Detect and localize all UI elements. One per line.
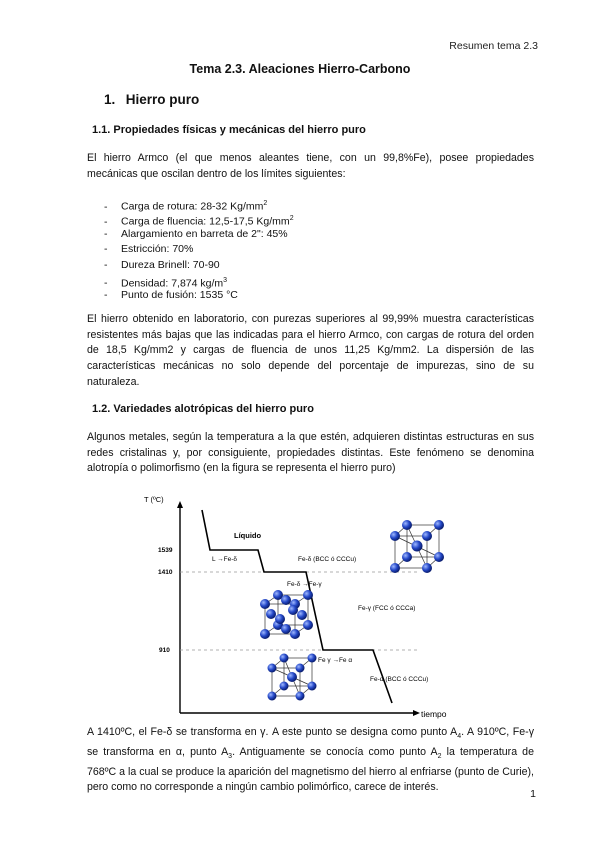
y-axis-arrow-icon <box>177 501 183 508</box>
section-number: 1. <box>104 92 116 107</box>
paragraph-laboratory-iron: El hierro obtenido en laboratorio, con purezas superiores al 99,99% muestra características resistentes más bajas que las indicadas para el hierro Armco, con cargas de rotura del orden de 18,5 Kg/mm2 y cargas de fluencia de unos 11,25 Kg/mm2. La dispersión de las características mecánicas no solo depende del porcentaje de impurezas, sino de su naturaleza. <box>87 313 534 388</box>
section-title: Hierro puro <box>125 92 200 107</box>
label-fe-gamma-to-alpha: Fe γ →Fe α <box>318 657 353 664</box>
page-title: Tema 2.3. Aleaciones Hierro-Carbono <box>189 62 411 76</box>
paragraph-allotropy: Algunos metales, según la temperatura a la que estén, adquieren distintas estructuras en sus redes cristalinas y, por consiguiente, propiedades distintas. Este fenómeno se denomina alotropía o polimorfismo (en la figura se representa el hierro puro) <box>87 431 534 475</box>
list-item: - Estricción: 70% <box>104 243 194 256</box>
list-item: - Densidad: 7,874 $kg/m^3$ <box>104 276 228 290</box>
label-fe-delta-to-gamma: Fe-δ →Fe-γ <box>287 581 322 588</box>
subsection-heading-1-2: 1.2. Variedades alotrópicas del hierro puro <box>92 403 314 415</box>
label-liquid: Líquido <box>234 531 262 540</box>
y-axis-label: T (ºC) <box>144 495 164 504</box>
properties-list <box>104 196 294 304</box>
paragraph-transformation-points: A 1410ºC, el Fe-δ se transforma en γ. A este punto se designa como punto $A_4$. A 910ºC, Fe-γ se transforma en α, punto $A_3$. Antiguamente se conocía como punto $A_2$ la temperatura de 768ºC a la cual se produce la aparición del magnetismo del hierro al enfriarse (punto de Curie), pero como no corresponde a ningún cambio polimórfico, carece de interés. <box>87 726 534 794</box>
list-item: - Carga de rotura: 28-32 $Kg/mm^2$ <box>104 200 268 213</box>
bcc-crystal-alpha-icon <box>268 654 317 701</box>
list-item: - Punto de fusión: 1535 °C <box>104 289 238 302</box>
running-header: Resumen tema 2.3 <box>449 40 538 52</box>
subsection-heading-1-1: 1.1. Propiedades físicas y mecánicas del hierro puro <box>92 124 366 136</box>
label-fe-alpha: Fe-α (BCC ó CCCu) <box>370 676 429 683</box>
fcc-crystal-gamma-icon <box>260 590 313 639</box>
x-axis-label: tiempo <box>421 709 447 719</box>
label-l-to-fe-delta: L →Fe-δ <box>212 556 238 563</box>
bcc-crystal-delta-icon <box>390 520 444 573</box>
tick-label-1410: 1410 <box>158 569 173 576</box>
list-item: - Carga de fluencia: 12,5-17,5 $Kg/mm^2$ <box>104 215 294 228</box>
x-axis-arrow-icon <box>413 710 420 716</box>
label-fe-gamma: Fe-γ (FCC ó CCCa) <box>358 605 416 612</box>
label-fe-delta: Fe-δ (BCC ó CCCu) <box>298 556 357 563</box>
list-item: - Dureza Brinell: 70-90 <box>104 258 220 271</box>
paragraph-armco: El hierro Armco (el que menos aleantes tiene, con un 99,8%Fe), posee propiedades mecánicas que oscilan dentro de los límites siguientes: <box>87 152 534 180</box>
cooling-curve-figure <box>144 488 450 719</box>
tick-label-1539: 1539 <box>158 547 173 554</box>
section-heading-1 <box>104 92 199 107</box>
list-item: - Alargamiento en barreta de 2": 45% <box>104 227 288 240</box>
page-number: 1 <box>530 788 536 800</box>
tick-label-910: 910 <box>159 647 170 654</box>
